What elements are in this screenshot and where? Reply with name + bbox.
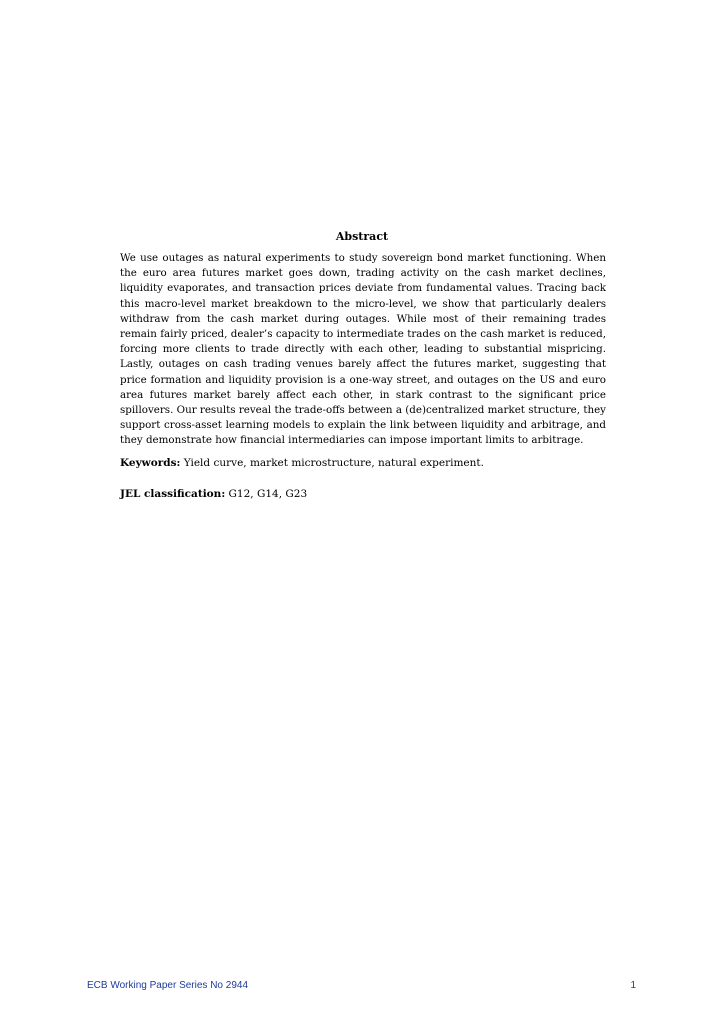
- keywords-line: [120, 456, 606, 470]
- jel-value: G12, G14, G23: [228, 488, 308, 500]
- footer-series-title: ECB Working Paper Series No 2944: [87, 980, 249, 991]
- jel-label: JEL classification:: [120, 488, 226, 500]
- keywords-label: Keywords:: [120, 457, 181, 469]
- abstract-body: We use outages as natural experiments to study sovereign bond market functioning. When the euro area futures market goes down, trading activity on the cash market declines, liquidity evaporates, and transaction prices deviate from fundamental values. Tracing back this macro-level market breakdown to the micro-level, we show that particularly dealers withdraw from the cash market during outages. While most of their remaining trades remain fairly priced, dealer’s capacity to intermediate trades on the cash market is reduced, forcing more clients to trade directly with each other, leading to substantial mispricing. Lastly, outages on cash trading venues barely affect the futures market, suggesting that price formation and liquidity provision is a one-way street, and outages on the US and euro area futures market barely affect each other, in stark contrast to the significant price spillovers. Our results reveal the trade-offs between a (de)centralized market structure, they support cross-asset learning models to explain the link between liquidity and arbitrage, and they demonstrate how financial intermediaries can impose important limits to arbitrage.: [120, 252, 606, 447]
- abstract-heading: Abstract: [335, 230, 389, 243]
- keywords-value: Yield curve, market microstructure, natural experiment.: [183, 457, 484, 469]
- jel-classification-line: [120, 487, 606, 501]
- footer-page-number: 1: [630, 980, 636, 991]
